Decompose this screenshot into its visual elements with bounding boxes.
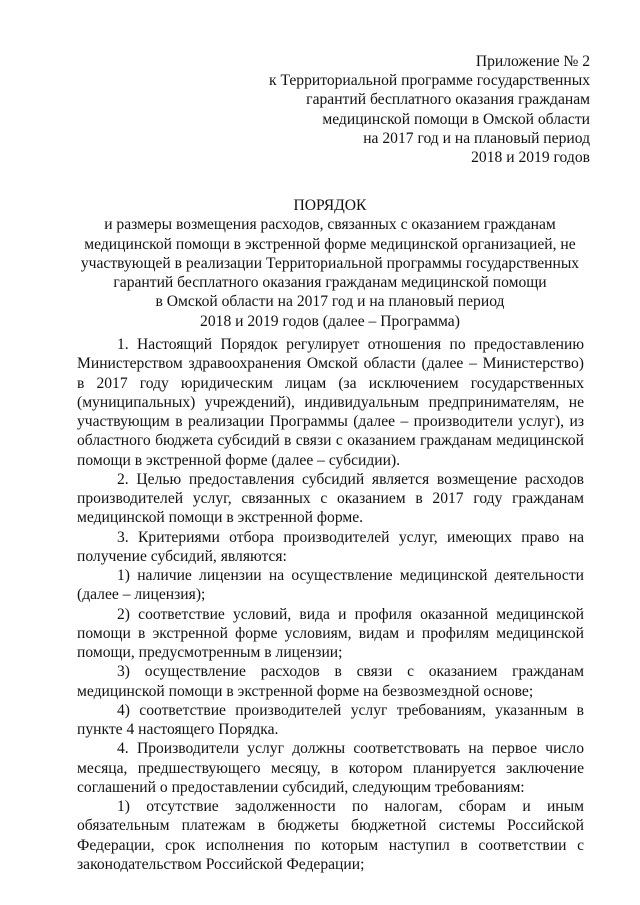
- paragraph-1: 1. Настоящий Порядок регулирует отношения по предоставлению Министерством здравоохранения Омской области (далее – Министерство) в 2017 году юридическим лицам (за исключением государственных (муниципальных) учреждений), индивидуальным предпринимателям, не участвующим в реализации Программы (далее – производители услуг), из областного бюджета субсидий в связи с оказанием гражданам медицинской помощи в экстренной форме (далее – субсидии).: [77, 336, 584, 469]
- title-line: медицинской помощи в экстренной форме медицинской организацией, не: [84, 235, 576, 253]
- paragraph-3-item-4: 4) соответствие производителей услуг требованиям, указанным в пункте 4 настоящего Порядка.: [77, 701, 584, 738]
- appendix-line: медицинской помощи в Омской области: [322, 110, 590, 128]
- document-body: [77, 335, 584, 874]
- paragraph-2: 2. Целью предоставления субсидий является возмещение расходов производителей услуг, связанных с оказанием в 2017 году гражданам медицинской помощи в экстренной форме.: [77, 470, 584, 527]
- paragraph-4-item-1: 1) отсутствие задолженности по налогам, сборам и иным обязательным платежам в бюджеты бюджетной системы Российской Федерации, срок исполнения по которым наступил в соответствии с законодательством Российской Федерации;: [77, 798, 584, 873]
- paragraph-3: 3. Критериями отбора производителей услуг, имеющих право на получение субсидий, являются:: [77, 528, 584, 565]
- title-line: и размеры возмещения расходов, связанных с оказанием гражданам: [104, 216, 556, 234]
- title-line: в Омской области на 2017 год и на плановый период: [155, 293, 505, 311]
- appendix-line: Приложение № 2: [475, 53, 590, 70]
- paragraph-3-item-3: 3) осуществление расходов в связи с оказанием гражданам медицинской помощи в экстренной форме на безвозмездной основе;: [77, 663, 584, 700]
- title-line: участвующей в реализации Территориальной программы государственных: [80, 254, 580, 272]
- appendix-line: гарантий бесплатного оказания гражданам: [306, 91, 590, 109]
- document-title: [76, 196, 584, 331]
- paragraph-3-item-2: 2) соответствие условий, вида и профиля оказанной медицинской помощи в экстренной форме условиям, видам и профилям медицинской помощи, предусмотренным в лицензии;: [77, 605, 584, 661]
- appendix-line: на 2017 год и на плановый период: [363, 129, 590, 147]
- appendix-line: 2018 и 2019 годов: [471, 149, 590, 167]
- paragraph-3-item-1: 1) наличие лицензии на осуществление медицинской деятельности (далее – лицензия);: [77, 567, 584, 604]
- appendix-header: [269, 52, 590, 167]
- title-line: 2018 и 2019 годов (далее – Программа): [200, 312, 460, 330]
- paragraph-4: 4. Производители услуг должны соответствовать на первое число месяца, предшествующего месяцу, в котором планируется заключение соглашений о предоставлении субсидий, следующим требованиям:: [77, 740, 584, 796]
- title-line: гарантий бесплатного оказания гражданам медицинской помощи: [113, 274, 547, 292]
- title-heading: ПОРЯДОК: [293, 197, 367, 214]
- appendix-line: к Территориальной программе государственных: [268, 72, 590, 90]
